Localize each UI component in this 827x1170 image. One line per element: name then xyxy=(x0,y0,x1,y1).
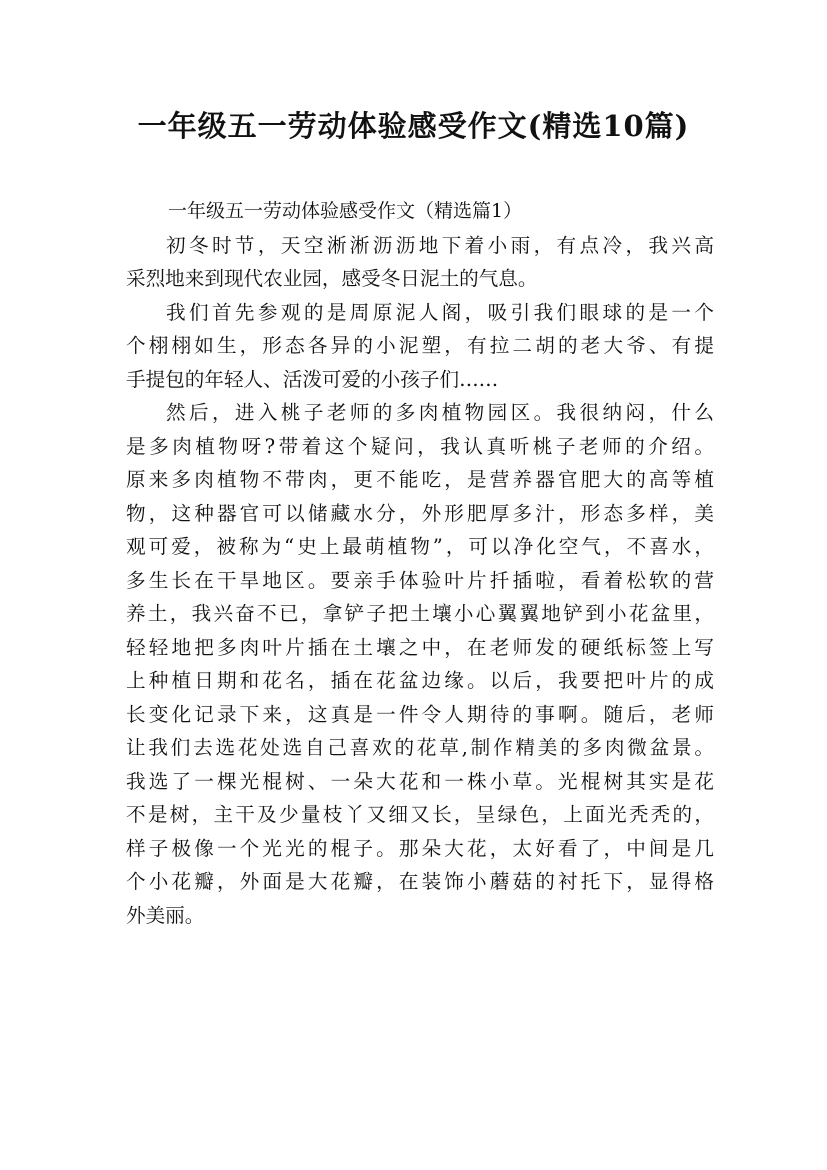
paragraph-line: 观可爱，被称为“史上最萌植物”，可以净化空气，不喜水， xyxy=(126,535,714,558)
paragraph-line: 是多肉植物呀?带着这个疑问，我认真听桃子老师的介绍。 xyxy=(126,434,714,458)
paragraph-line: 初冬时节，天空淅淅沥沥地下着小雨，有点冷，我兴高 xyxy=(166,233,714,257)
paragraph-line: 我们首先参观的是周原泥人阁，吸引我们眼球的是一个 xyxy=(166,300,714,324)
paragraph-line: 外美丽。 xyxy=(126,903,205,927)
paragraph-line: 然后，进入桃子老师的多肉植物园区。我很纳闷，什么 xyxy=(166,401,714,424)
paragraph-line: 长变化记录下来，这真是一件令人期待的事啊。随后，老师 xyxy=(126,702,714,726)
paragraph-line: 轻轻地把多肉叶片插在土壤之中，在老师发的硬纸标签上写 xyxy=(126,635,714,659)
paragraph-line: 个小花瓣，外面是大花瓣，在装饰小蘑菇的衬托下，显得格 xyxy=(126,870,714,893)
paragraph-line: 原来多肉植物不带肉，更不能吃，是营养器官肥大的高等植 xyxy=(126,468,714,491)
paragraph-line: 手提包的年轻人、活泼可爱的小孩子们…… xyxy=(126,367,499,391)
paragraph-line: 多生长在干旱地区。要亲手体验叶片扦插啦，看着松软的营 xyxy=(126,568,714,592)
document-body xyxy=(126,195,714,932)
paragraph-line: 采烈地来到现代农业园，感受冬日泥土的气息。 xyxy=(126,267,538,290)
paragraph-line: 不是树，主干及少量枝丫又细又长，呈绿色，上面光秃秃的， xyxy=(126,803,714,826)
section-heading: 一年级五一劳动体验感受作文（精选篇1） xyxy=(168,200,523,222)
paragraph-line: 养土，我兴奋不已，拿铲子把土壤小心翼翼地铲到小花盆里， xyxy=(126,602,714,625)
paragraph-1 xyxy=(126,229,714,296)
paragraph-3 xyxy=(126,396,714,932)
paragraph-line: 个栩栩如生，形态各异的小泥塑，有拉二胡的老大爷、有提 xyxy=(126,334,714,357)
paragraph-line: 让我们去选花处选自己喜欢的花草,制作精美的多肉微盆景。 xyxy=(126,736,714,759)
paragraph-2 xyxy=(126,296,714,397)
paragraph-line: 上种植日期和花名，插在花盆边缘。以后，我要把叶片的成 xyxy=(126,669,714,692)
paragraph-line: 物，这种器官可以储藏水分，外形肥厚多汁，形态多样，美 xyxy=(126,501,714,525)
paragraph-line: 我选了一棵光棍树、一朵大花和一株小草。光棍树其实是花 xyxy=(126,769,714,793)
document-title: 一年级五一劳动体验感受作文(精选10篇) xyxy=(137,109,690,143)
paragraph-line: 样子极像一个光光的棍子。那朵大花，太好看了，中间是几 xyxy=(126,836,714,860)
